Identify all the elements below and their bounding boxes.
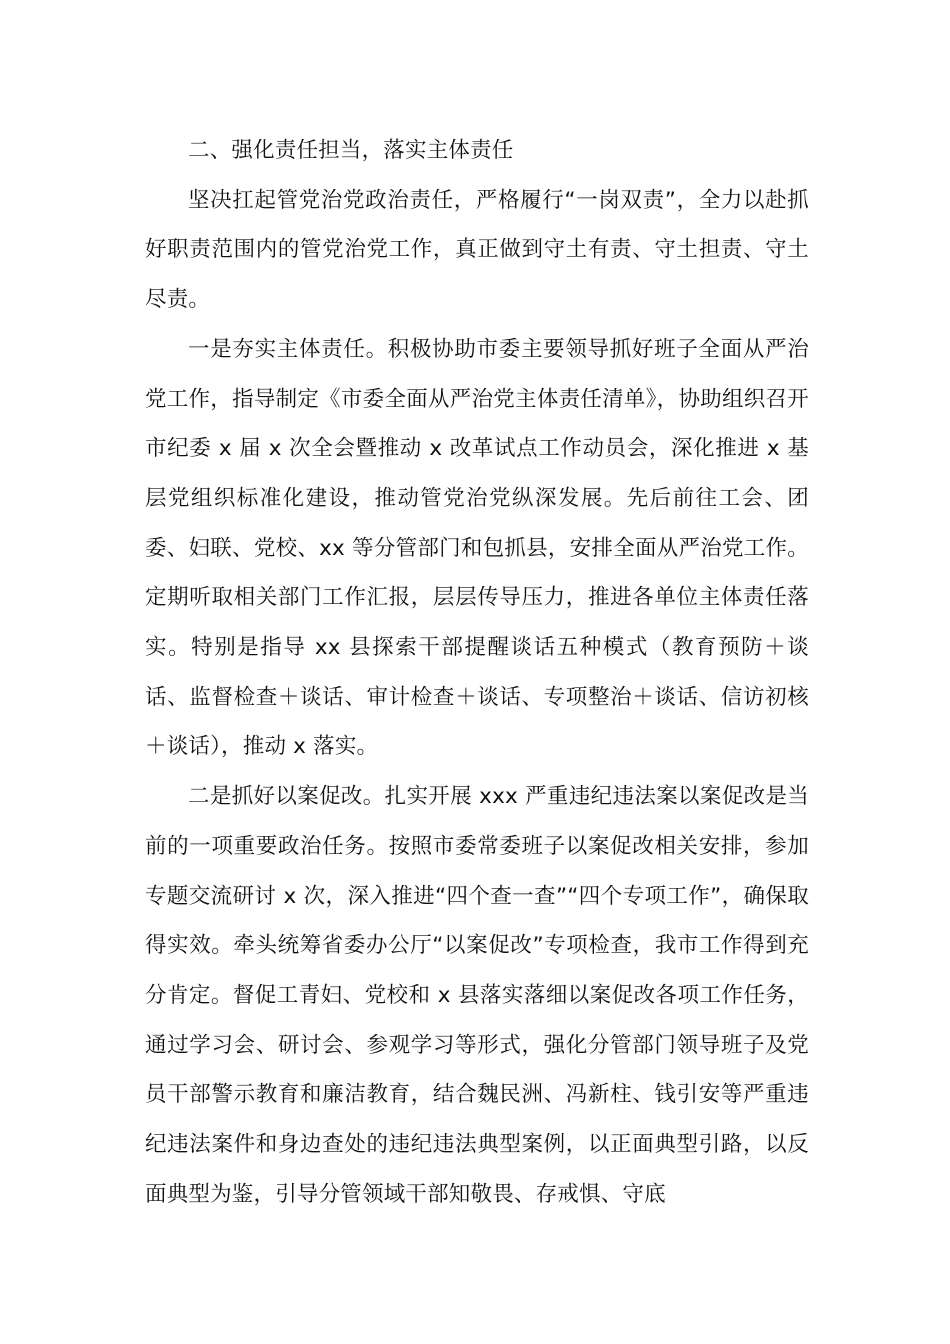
paragraph-main-responsibility: 一是夯实主体责任。积极协助市委主要领导抓好班子全面从严治党工作，指导制定《市委全面从严治党主体责任清单》，协助组织召开市纪委 x 届 x 次全会暨推动 x 改革试点工作动员会，深化推进 x 基层党组织标准化建设，推动管党治党纵深发展。先后前往工会、团委、妇联、党校、xx 等分管部门和包抓县，安排全面从严治党工作。定期听取相关部门工作汇报，层层传导压力，推进各单位主体责任落实。特别是指导 xx 县探索干部提醒谈话五种模式（教育预防＋谈话、监督检查＋谈话、审计检查＋谈话、专项整治＋谈话、信访初核＋谈话），推动 x 落实。 (145, 336, 809, 760)
section-heading: 二、强化责任担当，落实主体责任 (188, 138, 514, 163)
paragraph-intro: 坚决扛起管党治党政治责任，严格履行“一岗双责”，全力以赴抓好职责范围内的管党治党工作，真正做到守土有责、守土担责、守土尽责。 (145, 187, 809, 313)
paragraph-case-reform: 二是抓好以案促改。扎实开展 xxx 严重违纪违法案以案促改是当前的一项重要政治任务。按照市委常委班子以案促改相关安排，参加专题交流研讨 x 次，深入推进“四个查一查”“四个专项工作”，确保取得实效。牵头统筹省委办公厅“以案促改”专项检查，我市工作得到充分肯定。督促工青妇、党校和 x 县落实落细以案促改各项工作任务，通过学习会、研讨会、参观学习等形式，强化分管部门领导班子及党员干部警示教育和廉洁教育，结合魏民洲、冯新柱、钱引安等严重违纪违法案件和身边查处的违纪违法典型案例，以正面典型引路，以反面典型为鉴，引导分管领域干部知敬畏、存戒惧、守底 (145, 784, 809, 1207)
document-body (145, 126, 809, 1219)
